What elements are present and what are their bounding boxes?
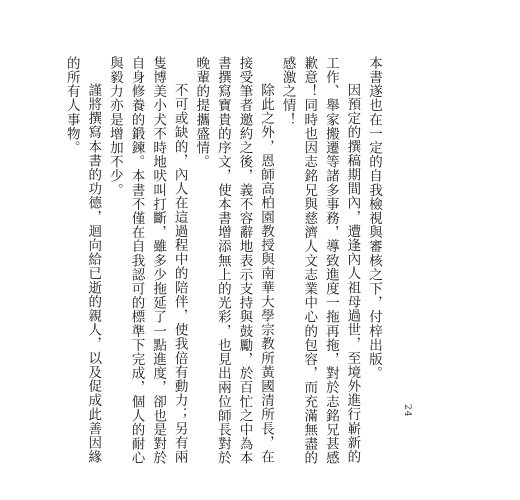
- page-number: 24: [402, 404, 412, 418]
- paragraph-2: 因預定的撰稿期間內，遭逢內人祖母過世，至境外進行嶄新的工作、舉家搬遷等諸多事務，導致進度一拖再拖，對於志銘兄甚感歉意！同時也因志銘兄與慈濟人文志業中心的包容，而充滿無盡的感激之情！: [279, 56, 361, 465]
- body-text: [60, 56, 384, 476]
- paragraph-4: 不可或缺的，內人在這過程中的陪伴，使我倍有動力；另有兩隻博美小犬不時地吠叫打斷，雖多少拖延了一點進度，卻也是對於自身修養的鍛鍊。本書不僅在自我認可的標準下完成，個人的耐心與毅力亦是增加不少。: [106, 56, 188, 465]
- paragraph-1: 本書遂也在一定的自我檢視與審核之下，付梓出版。: [366, 56, 382, 381]
- paragraph-5: 謹將撰寫本書的功德，迴向給已逝的親人，以及促成此善因緣的所有人事物。: [63, 56, 102, 464]
- paragraph-3: 除此之外，恩師高柏園教授與南華大學宗教所黃國清所長，在接受筆者邀約之後，義不容辭地表示支持與鼓勵，於百忙之中為本書撰寫寶貴的序文，使本書增添無上的光彩，也見出兩位師長對於晚輩的提攜盛情。: [193, 56, 275, 465]
